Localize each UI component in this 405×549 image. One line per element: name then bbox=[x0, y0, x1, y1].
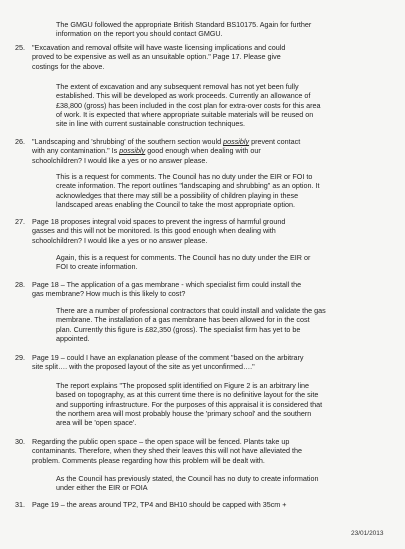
item-number: 25. bbox=[15, 43, 25, 52]
answer-30: As the Council has previously stated, the Council has no duty to create information under either the EIR or FOIA bbox=[56, 474, 319, 493]
answer-28: There are a number of professional contractors that could install and validate the gas membrane. The installation of a gas membrane has been allowed for in the cost plan. Currently this figure is £82,350 (gross). The specialist firm has yet to be appointed. bbox=[56, 306, 326, 343]
item-number: 28. bbox=[15, 280, 25, 289]
question-30: 30. Regarding the public open space – the open space will be fenced. Plants take up contaminants. Therefore, when they shed their leaves this will not have alleviated the problem. Comments please regarding how this problem will be dealt with. bbox=[15, 437, 302, 465]
intro-paragraph: The GMGU followed the appropriate British Standard BS10175. Again for further information on the report you should contact GMGU. bbox=[56, 20, 312, 39]
emphasis-possibly: possibly bbox=[223, 137, 250, 146]
question-29: 29. Page 19 – could I have an explanation please of the comment "based on the arbitrary site split…. with the proposed layout of the site as yet unconfirmed…." bbox=[15, 353, 304, 372]
answer-25: The extent of excavation and any subsequent removal has not yet been fully established. This will be developed as work proceeds. Currently an allowance of £38,800 (gross) has been included in the cost plan for extra-over costs for this area of work. It is expected that where appropriate suitable materials will be reused on site in line with current sustainable construction techniques. bbox=[56, 82, 321, 129]
emphasis-possibly: possibly bbox=[119, 146, 146, 156]
item-number: 29. bbox=[15, 353, 25, 362]
question-26: 26. "Landscaping and 'shrubbing' of the southern section would possibly prevent contact with any contamination." Is possibly good enough when dealing with our schoolchildren? I would like a yes or no answer please. bbox=[15, 137, 301, 165]
question-31: 31. Page 19 – the areas around TP2, TP4 and BH10 should be capped with 35cm + bbox=[15, 500, 287, 509]
answer-26: This is a request for comments. The Council has no duty under the EIR or FOI to create information. The report outlines "landscaping and shrubbing" as an option. It acknowledges that there may still be a possibility of children playing in these landscaped areas enabling the Council to take the most appropriate option. bbox=[56, 172, 320, 209]
question-25: 25. "Excavation and removal offsite will have waste licensing implications and could proved to be expensive as well as an unsuitable option." Page 17. Please give costings for the above. bbox=[15, 43, 286, 71]
question-28: 28. Page 18 – The application of a gas membrane - which specialist firm could install the gas membrane? How much is this likely to cost? bbox=[15, 280, 302, 299]
question-27: 27. Page 18 proposes integral void spaces to prevent the ingress of harmful ground gasses and this will not be monitored. Is this good enough when dealing with schoolchildren? I would like a yes or no answer please. bbox=[15, 217, 286, 245]
item-number: 31. bbox=[15, 500, 25, 509]
answer-27: Again, this is a request for comments. The Council has no duty under the EIR or FOI to create information. bbox=[56, 253, 311, 272]
footer-date: 23/01/2013 bbox=[351, 530, 384, 537]
item-number: 30. bbox=[15, 437, 25, 446]
answer-29: The report explains "The proposed split identified on Figure 2 is an arbitrary line based on topography, as at this current time there is no definitive layout for the site and supporting infrastructure. For the purposes of this appraisal it is considered that the northern area will most probably house the 'primary school' and the southern area will be 'open space'. bbox=[56, 381, 323, 428]
item-number: 26. bbox=[15, 137, 25, 146]
item-number: 27. bbox=[15, 217, 25, 226]
